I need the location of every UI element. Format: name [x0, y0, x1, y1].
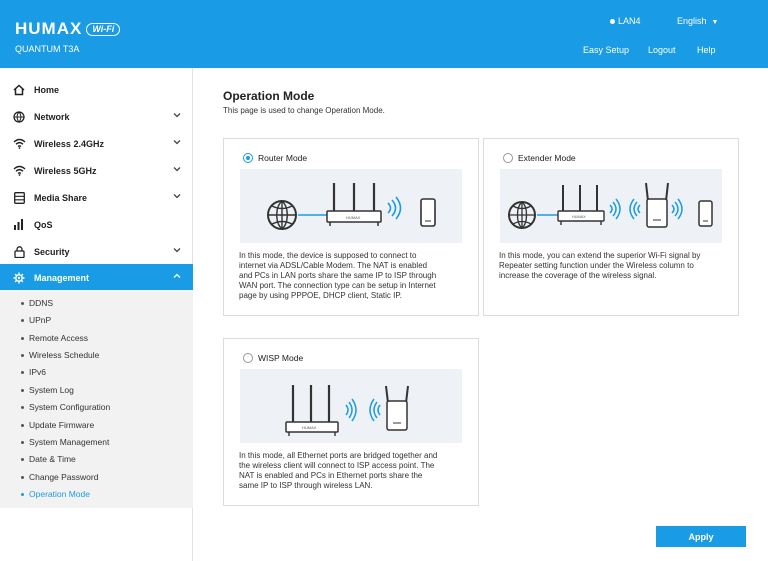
bullet-icon: [21, 389, 24, 392]
extender-icon: [386, 386, 408, 430]
chevron-up-icon: [173, 272, 181, 280]
bullet-icon: [21, 441, 24, 444]
sidebar-item-management[interactable]: [0, 264, 193, 291]
globe-icon: [12, 111, 26, 123]
description-line: WAN port. The connection type can be setup in Internet: [239, 281, 436, 290]
description-line: page by using PPPOE, DHCP client, Static IP.: [239, 291, 402, 300]
phone-icon: [699, 201, 712, 226]
sidebar-item-label: Network: [34, 111, 70, 122]
chevron-down-icon: [173, 246, 181, 254]
bullet-icon: [21, 476, 24, 479]
storage-icon: [12, 192, 26, 204]
bullet-icon: [21, 424, 24, 427]
bullet-icon: [21, 371, 24, 374]
sidebar-item-qos[interactable]: [0, 211, 193, 238]
submenu-item-change-password[interactable]: [21, 472, 98, 482]
language-select[interactable]: [677, 16, 718, 26]
sidebar-item-label: QoS: [34, 219, 53, 230]
lan-status-label: LAN4: [618, 16, 641, 26]
router-mode-radio[interactable]: [243, 153, 307, 163]
wifi-icon: [12, 165, 26, 176]
submenu-item-update-firmware[interactable]: [21, 420, 94, 430]
description-line: same IP to ISP through wireless LAN.: [239, 481, 373, 490]
submenu-item-label: UPnP: [29, 315, 52, 325]
description-line: NAT is enabled and PCs in Ethernet ports share the: [239, 471, 423, 480]
lock-icon: [12, 246, 26, 258]
router-mode-card[interactable]: [223, 138, 479, 316]
page-description: This page is used to change Operation Mode.: [223, 106, 385, 115]
language-label: English: [677, 16, 707, 26]
extender-mode-radio[interactable]: [503, 153, 576, 163]
submenu-item-label: Operation Mode: [29, 489, 90, 499]
radio-selected-icon: [243, 153, 253, 163]
easy-setup-link[interactable]: Easy Setup: [583, 45, 630, 55]
submenu-item-label: Remote Access: [29, 333, 89, 343]
router-mode-description: [239, 251, 475, 301]
submenu-item-date-time[interactable]: [21, 454, 76, 464]
radio-unselected-icon: [503, 153, 513, 163]
model-name: QUANTUM T3A: [15, 44, 80, 54]
wifi-signal-icon: [672, 199, 682, 219]
submenu-item-label: Wireless Schedule: [29, 350, 100, 360]
description-line: increase the coverage of the wireless signal.: [499, 271, 657, 280]
wifi-badge: Wi-Fi: [86, 23, 120, 36]
submenu-item-system-configuration[interactable]: [21, 402, 110, 412]
wisp-mode-illustration: [240, 369, 462, 443]
description-line: In this mode, all Ethernet ports are bridged together and: [239, 451, 438, 460]
router-icon: [558, 185, 604, 225]
extender-mode-card[interactable]: [483, 138, 739, 316]
page-title: Operation Mode: [223, 89, 315, 103]
phone-icon: [421, 199, 435, 226]
wifi-signal-icon: [346, 399, 380, 421]
sidebar-item-wireless-5ghz[interactable]: [0, 157, 193, 184]
wisp-mode-label: WISP Mode: [258, 353, 304, 363]
bar-chart-icon: [12, 219, 26, 230]
chevron-down-icon: [173, 165, 181, 173]
sidebar-item-label: Wireless 2.4GHz: [34, 138, 104, 149]
submenu-item-label: System Log: [29, 385, 74, 395]
sidebar-item-label: Management: [34, 272, 90, 283]
bullet-icon: [21, 354, 24, 357]
description-line: In this mode, the device is supposed to connect to: [239, 251, 417, 260]
description-line: In this mode, you can extend the superior Wi-Fi signal by: [499, 251, 701, 260]
apply-button[interactable]: Apply: [656, 526, 746, 547]
wifi-signal-icon: [388, 197, 401, 219]
submenu-item-system-log[interactable]: [21, 385, 74, 395]
router-mode-label: Router Mode: [258, 153, 308, 163]
bullet-icon: [21, 458, 24, 461]
description-line: the wireless client will connect to ISP access point. The: [239, 461, 435, 470]
submenu-item-label: Update Firmware: [29, 420, 95, 430]
sidebar: [0, 68, 193, 561]
router-mode-illustration: [240, 169, 462, 243]
globe-icon: [509, 202, 535, 228]
submenu-item-label: IPv6: [29, 367, 47, 377]
sidebar-item-label: Security: [34, 246, 70, 257]
chevron-down-icon: [173, 138, 181, 146]
chevron-down-icon: [173, 111, 181, 119]
submenu-item-label: Date & Time: [29, 454, 76, 464]
description-line: internet via ADSL/Cable Modem. The NAT is enabled: [239, 261, 428, 270]
wisp-mode-card[interactable]: [223, 338, 479, 506]
device-brand-label: HUMAX: [572, 215, 586, 219]
chevron-down-icon: [173, 192, 181, 200]
submenu-item-label: DDNS: [29, 298, 54, 308]
brand-name: HUMAX: [15, 19, 83, 38]
device-brand-label: HUMAX: [302, 425, 317, 430]
sidebar-item-security[interactable]: [0, 238, 193, 265]
extender-mode-illustration: [500, 169, 722, 243]
sidebar-item-label: Media Share: [34, 192, 88, 203]
submenu-item-operation-mode[interactable]: [21, 489, 90, 499]
submenu-item-wireless-schedule[interactable]: [21, 350, 99, 360]
description-line: Repeater setting function under the Wireless column to: [499, 261, 694, 270]
sidebar-item-network[interactable]: [0, 103, 193, 130]
submenu-item-ipv6[interactable]: [21, 367, 46, 377]
sidebar-item-wireless-24ghz[interactable]: [0, 130, 193, 157]
wifi-icon: [12, 138, 26, 149]
wisp-mode-description: [239, 451, 475, 491]
management-submenu: [0, 290, 193, 508]
bullet-icon: [21, 493, 24, 496]
top-header: [0, 0, 768, 68]
chevron-down-icon: ▼: [711, 19, 719, 26]
gear-icon: [12, 272, 26, 284]
home-icon: [12, 84, 26, 96]
extender-icon: [646, 183, 668, 227]
submenu-item-remote-access[interactable]: [21, 333, 88, 343]
sidebar-item-label: Home: [34, 84, 60, 95]
submenu-item-label: Change Password: [29, 472, 99, 482]
humax-logo: [15, 19, 120, 39]
description-line: and PCs in LAN ports share the same IP to ISP through: [239, 271, 437, 280]
submenu-item-label: System Configuration: [29, 402, 111, 412]
sidebar-item-media-share[interactable]: [0, 184, 193, 211]
submenu-item-system-management[interactable]: [21, 437, 109, 447]
bullet-icon: [21, 319, 24, 322]
wisp-mode-radio[interactable]: [243, 353, 303, 363]
extender-mode-label: Extender Mode: [518, 153, 576, 163]
submenu-item-ddns[interactable]: [21, 298, 53, 308]
extender-mode-description: [499, 251, 735, 281]
submenu-item-upnp[interactable]: [21, 315, 51, 325]
logout-link[interactable]: Logout: [648, 45, 676, 55]
bullet-icon: [21, 406, 24, 409]
bullet-icon: [21, 337, 24, 340]
status-dot-icon: [610, 19, 615, 24]
bullet-icon: [21, 302, 24, 305]
device-brand-label: HUMAX: [346, 215, 361, 220]
wifi-signal-icon: [610, 199, 640, 219]
lan-status: [610, 16, 641, 26]
globe-icon: [268, 201, 296, 229]
sidebar-item-home[interactable]: [0, 76, 193, 103]
submenu-item-label: System Management: [29, 437, 110, 447]
radio-unselected-icon: [243, 353, 253, 363]
help-link[interactable]: Help: [697, 45, 716, 55]
sidebar-item-label: Wireless 5GHz: [34, 165, 97, 176]
